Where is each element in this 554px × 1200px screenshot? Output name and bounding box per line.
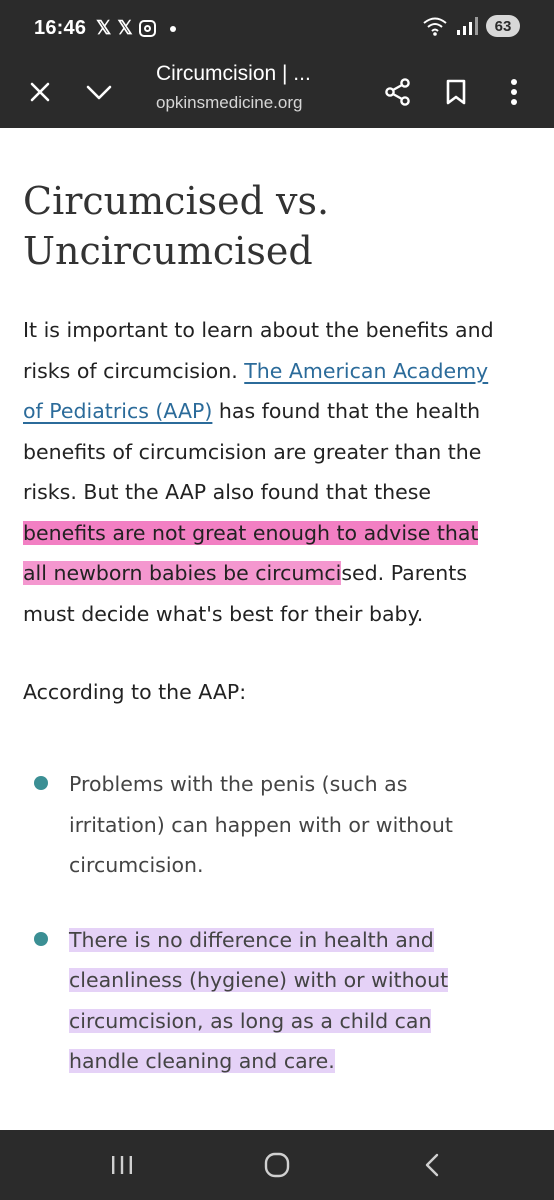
- paragraph-text: has found that the health: [212, 399, 481, 423]
- back-icon: [423, 1152, 441, 1178]
- paragraph-text: sed. Parents: [341, 561, 468, 585]
- paragraph-line: It is important to learn about the benefits and: [23, 318, 494, 342]
- recent-apps-icon: [110, 1154, 134, 1176]
- aap-link[interactable]: of Pediatrics (AAP): [23, 399, 213, 423]
- list-item-line: [69, 1001, 534, 1042]
- paragraph-text: risks of circumcision.: [23, 358, 245, 383]
- paragraph-line: benefits of circumcision are greater than the: [23, 439, 482, 464]
- article-content[interactable]: [0, 128, 554, 1130]
- paragraph-line: [23, 391, 533, 432]
- list-item: [34, 920, 534, 1082]
- browser-toolbar: [0, 56, 554, 128]
- collapse-button[interactable]: [75, 68, 123, 116]
- intro-paragraph: [23, 310, 533, 634]
- status-notification-icons: [96, 17, 176, 40]
- list-item-line: circumcision.: [69, 853, 204, 877]
- home-button[interactable]: [247, 1140, 307, 1190]
- list-item-line: [69, 960, 534, 1001]
- more-vertical-icon: [510, 78, 518, 106]
- instagram-icon: [139, 20, 156, 37]
- paragraph-line: [23, 351, 533, 392]
- system-nav-bar: [0, 1130, 554, 1200]
- bookmark-icon: [445, 78, 467, 106]
- paragraph-line: must decide what's best for their baby.: [23, 601, 424, 626]
- bullet-icon: [34, 776, 48, 790]
- recent-apps-button[interactable]: [92, 1140, 152, 1190]
- close-icon: [28, 80, 52, 104]
- more-options-button[interactable]: [490, 68, 538, 116]
- home-icon: [263, 1152, 291, 1178]
- heading-line: Uncircumcised: [23, 229, 313, 273]
- page-title[interactable]: Circumcision | ...: [156, 62, 311, 85]
- highlighted-text: There is no difference in health and: [69, 927, 434, 952]
- highlighted-text: handle cleaning and care.: [69, 1049, 335, 1073]
- battery-indicator: 63: [486, 15, 520, 37]
- close-button[interactable]: [16, 68, 64, 116]
- share-icon: [384, 77, 412, 107]
- wifi-icon: [422, 15, 448, 37]
- aap-findings-list: [34, 764, 534, 1082]
- signal-icon: [456, 16, 478, 36]
- x-logo-icon: 𝕏: [96, 18, 112, 39]
- list-item: [34, 764, 534, 886]
- status-bar: [0, 0, 554, 56]
- paragraph-line: [23, 553, 533, 594]
- back-button[interactable]: [402, 1140, 462, 1190]
- highlighted-text: benefits are not great enough to advise that: [23, 520, 479, 545]
- bookmark-button[interactable]: [432, 68, 480, 116]
- highlighted-text: circumcision, as long as a child can: [69, 1008, 432, 1033]
- highlighted-text: all newborn babies be circumci: [23, 561, 342, 585]
- highlighted-text: cleanliness (hygiene) with or without: [69, 968, 449, 992]
- chevron-down-icon: [85, 80, 113, 104]
- aap-link[interactable]: The American Academy: [244, 358, 489, 383]
- paragraph-line: risks. But the AAP also found that these: [23, 480, 432, 504]
- list-item-line: [69, 920, 534, 961]
- list-item-line: irritation) can happen with or without: [69, 812, 453, 837]
- according-to-aap-label: According to the AAP:: [23, 680, 247, 704]
- x-logo-icon: 𝕏: [117, 18, 133, 39]
- share-button[interactable]: [374, 68, 422, 116]
- notification-dot-icon: [170, 26, 176, 32]
- heading-line: Circumcised vs.: [23, 179, 330, 223]
- list-item-line: Problems with the penis (such as: [69, 772, 408, 796]
- status-time: 16:46: [34, 17, 87, 39]
- article-heading: [23, 176, 523, 276]
- bullet-icon: [34, 932, 48, 946]
- paragraph-line: [23, 513, 533, 554]
- page-url[interactable]: opkinsmedicine.org: [156, 93, 303, 112]
- status-right-group: [422, 15, 520, 37]
- list-item-line: [69, 1041, 534, 1082]
